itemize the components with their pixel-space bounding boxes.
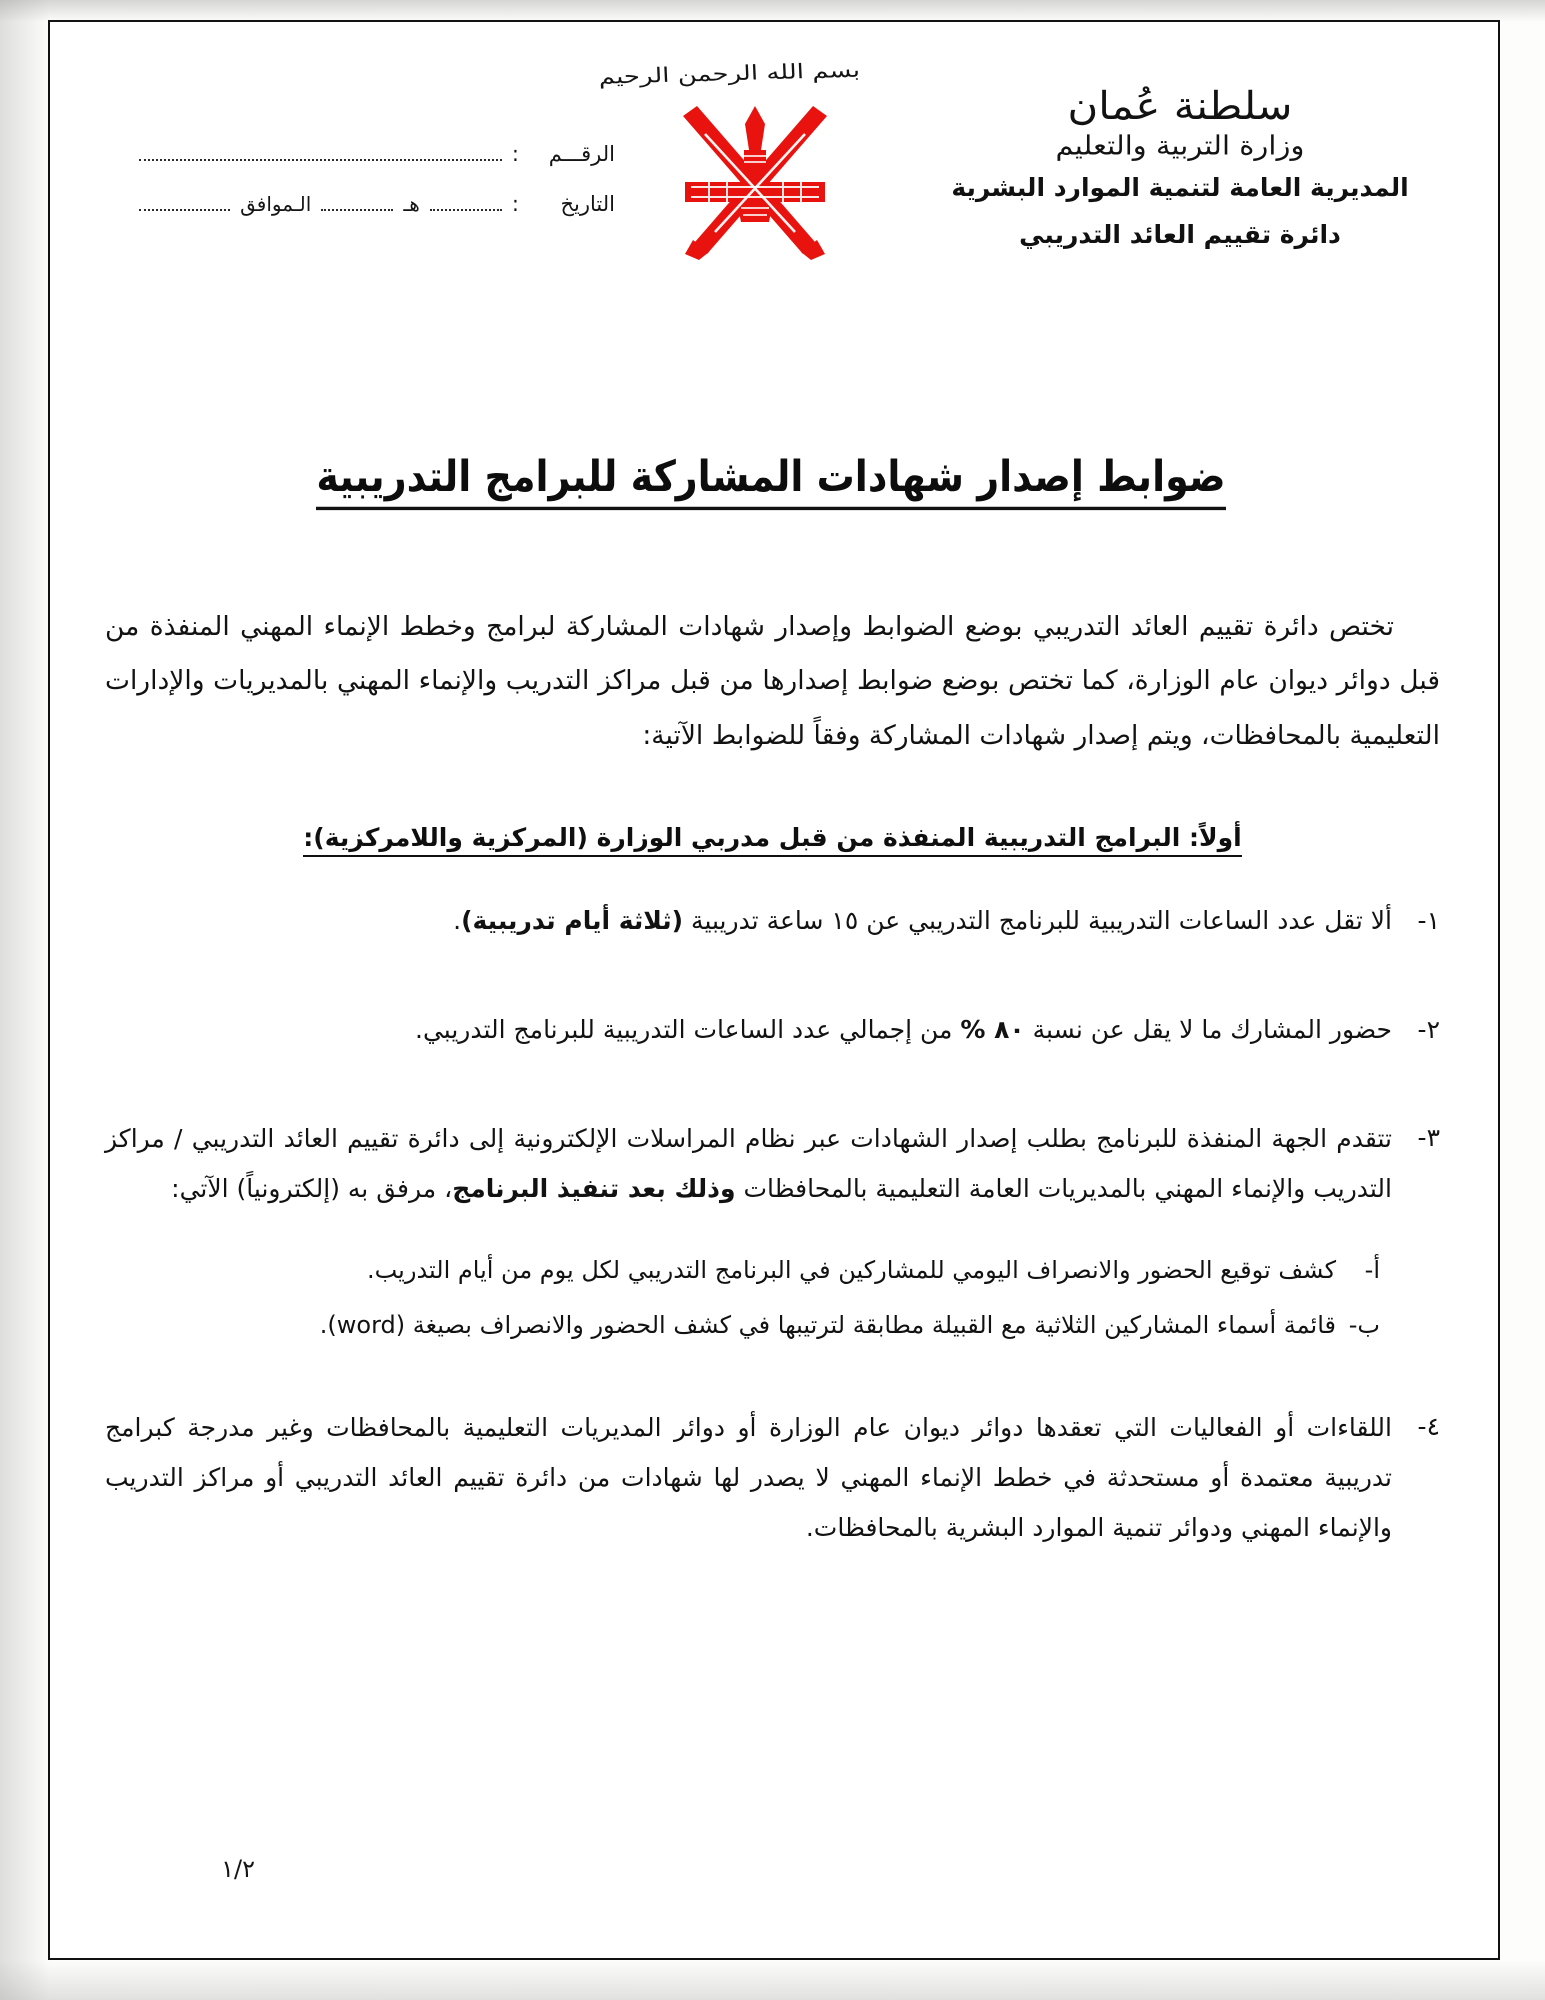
list-item-marker: ١- bbox=[1417, 905, 1440, 935]
section-one-heading-text: أولاً: البرامج التدريبية المنفذة من قبل مدربي الوزارة (المركزية واللامركزية): bbox=[303, 823, 1241, 857]
reference-fields bbox=[135, 142, 615, 242]
department-name: دائرة تقييم العائد التدريبي bbox=[1019, 220, 1341, 250]
hijri-date-input[interactable] bbox=[430, 195, 502, 211]
sub-list-item bbox=[105, 1303, 1440, 1347]
sub-list-item-text: قائمة أسماء المشاركين الثلاثية مع القبيلة مطابقة لترتيبها في كشف الحضور والانصراف بصيغة (word). bbox=[319, 1310, 1336, 1339]
list-item bbox=[105, 1006, 1440, 1055]
item-3-text-part2: ، مرفق به (إلكترونياً) الآتي: bbox=[171, 1174, 453, 1204]
document-title bbox=[45, 451, 1497, 507]
document-title-text: ضوابط إصدار شهادات المشاركة للبرامج التدريبية bbox=[316, 452, 1225, 510]
gregorian-date-input[interactable] bbox=[321, 195, 393, 211]
list-item-marker: ٢- bbox=[1417, 1014, 1440, 1044]
item-2-bold: ٨٠ % bbox=[960, 1014, 1025, 1044]
item-2-text-before: حضور المشارك ما لا يقل عن نسبة bbox=[1024, 1014, 1392, 1044]
sub-list-item-marker: ب- bbox=[1348, 1310, 1380, 1339]
reference-number-input[interactable] bbox=[139, 145, 502, 161]
item-1-bold: (ثلاثة أيام تدريبية) bbox=[461, 905, 684, 935]
ministry-name: وزارة التربية والتعليم bbox=[1055, 129, 1305, 161]
reference-number-colon: : bbox=[511, 142, 519, 166]
sub-list-item-text: كشف توقيع الحضور والانصراف اليومي للمشاركين في البرنامج التدريبي لكل يوم من أيام التدريب. bbox=[366, 1256, 1336, 1285]
item-1-text-before: ألا تقل عدد الساعات التدريبية للبرنامج التدريبي عن ١٥ ساعة تدريبية bbox=[683, 905, 1392, 935]
directorate-name: المديرية العامة لتنمية الموارد البشرية bbox=[951, 172, 1409, 202]
reference-date-label: التاريخ bbox=[560, 192, 615, 216]
list-item-marker: ٤- bbox=[1417, 1412, 1440, 1442]
page-number: ١/٢ bbox=[221, 1855, 255, 1883]
list-item-marker: ٣- bbox=[1417, 1123, 1440, 1153]
hijri-marker: هـ bbox=[403, 192, 420, 216]
intro-paragraph: تختص دائرة تقييم العائد التدريبي بوضع الضوابط وإصدار شهادات المشاركة لبرامج وخطط الإنماء المهني المنفذة من قبل دوائر ديوان عام الوزارة، كما تختص بوضع ضوابط إصدارها من قبل مراكز التدريب والإنماء المهني بالمديريات والإدارات التعليمية بالمحافظات، ويتم إصدار شهادات المشاركة وفقاً للضوابط الآتية: bbox=[105, 611, 1440, 751]
item-1-text-after: . bbox=[453, 905, 462, 935]
gregorian-label: الـموافق bbox=[240, 192, 312, 216]
letterhead-header bbox=[48, 22, 1500, 352]
oman-national-emblem-khanjar-icon bbox=[665, 94, 845, 269]
scan-edge-shading-left bbox=[0, 0, 50, 2000]
ministry-name-block bbox=[900, 84, 1460, 250]
sub-list-item bbox=[105, 1248, 1440, 1292]
list-item bbox=[105, 1403, 1440, 1553]
list-item bbox=[105, 1114, 1440, 1214]
reference-date-colon: : bbox=[511, 192, 519, 216]
document-body bbox=[105, 600, 1440, 1587]
scan-edge-shading-bottom bbox=[0, 1960, 1545, 2000]
gregorian-date-input-2[interactable] bbox=[139, 195, 230, 211]
item-3-bold: وذلك بعد تنفيذ البرنامج bbox=[452, 1174, 736, 1204]
list-item-text: اللقاءات أو الفعاليات التي تعقدها دوائر ديوان عام الوزارة أو دوائر المديريات التعليمية بالمحافظات وغير مدرجة كبرامج تدريبية معتمدة أو مستحدثة في خطط الإنماء المهني لا يصدر لها شهادات من دائرة تقييم العائد التدريبي أو مراكز التدريب والإنماء المهني ودوائر تنمية الموارد البشرية بالمحافظات. bbox=[105, 1413, 1392, 1543]
list-item-text bbox=[105, 1114, 1392, 1214]
reference-date-row bbox=[135, 192, 615, 216]
list-item-text bbox=[105, 897, 1392, 946]
reference-number-row bbox=[135, 142, 615, 166]
list-item bbox=[105, 897, 1440, 946]
section-one-heading bbox=[105, 823, 1440, 857]
reference-number-label: الرقـــم bbox=[548, 142, 615, 166]
scan-edge-shading-top bbox=[0, 0, 1545, 22]
sultanate-name: سلطنة عُمان bbox=[1067, 83, 1293, 129]
item-2-text-after: من إجمالي عدد الساعات التدريبية للبرنامج التدريبي. bbox=[415, 1014, 961, 1044]
list-item-text bbox=[105, 1006, 1392, 1055]
item-3-text-part1: تتقدم الجهة المنفذة للبرنامج بطلب إصدار الشهادات عبر نظام المراسلات الإلكترونية إلى دائرة تقييم العائد التدريبي / مراكز التدريب والإنماء المهني بالمديريات العامة التعليمية بالمحافظات bbox=[105, 1124, 1392, 1204]
sub-list-item-marker: أ- bbox=[1364, 1256, 1380, 1285]
basmala-text: بسم الله الرحمن الرحيم bbox=[598, 58, 861, 90]
